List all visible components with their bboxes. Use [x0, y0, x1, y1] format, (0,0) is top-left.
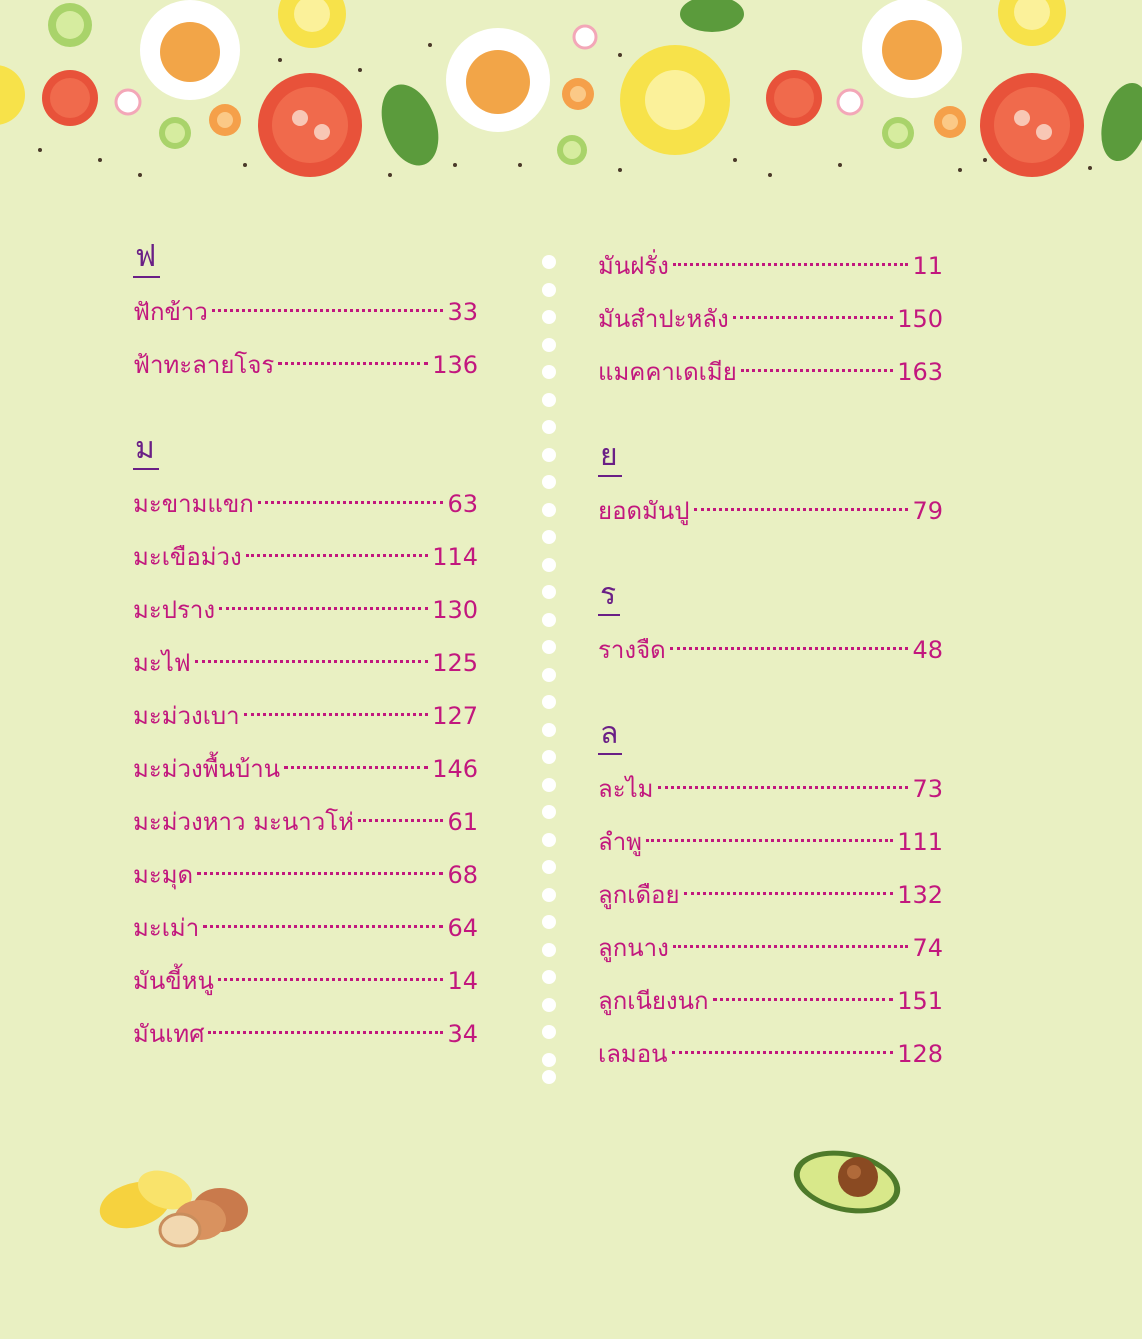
- dot-leader: [694, 508, 909, 511]
- dot-leader: [218, 978, 444, 981]
- index-entry[interactable]: [598, 346, 943, 399]
- dot-leader: [195, 660, 428, 663]
- entry-page: 61: [447, 808, 478, 836]
- index-entry[interactable]: [598, 485, 943, 538]
- index-entry[interactable]: [133, 743, 478, 796]
- entry-page: 114: [432, 543, 478, 571]
- entry-name: รางจืด: [598, 636, 666, 664]
- entry-page: 11: [912, 252, 943, 280]
- entry-page: 136: [432, 351, 478, 379]
- dot-leader: [219, 607, 428, 610]
- entry-name: ลูกนาง: [598, 934, 669, 962]
- index-entry[interactable]: [598, 922, 943, 975]
- dot-leader: [278, 362, 428, 365]
- tomato-slice-icon: [980, 73, 1084, 177]
- dot-leader: [284, 766, 428, 769]
- dot-leader: [258, 501, 444, 504]
- section-letter: ม: [133, 432, 159, 470]
- dot-leader: [673, 263, 909, 266]
- index-section: [598, 439, 943, 538]
- index-entry[interactable]: [133, 286, 478, 339]
- entry-name: ยอดมันปู: [598, 497, 690, 525]
- entry-name: มะเม่า: [133, 914, 200, 942]
- section-letter: ร: [598, 578, 620, 616]
- carrot-slice-icon: [934, 106, 966, 138]
- index-entry[interactable]: [133, 531, 478, 584]
- yellow-pepper-slice-icon: [620, 45, 730, 155]
- index-section: [598, 717, 943, 1081]
- index-entry[interactable]: [598, 1028, 943, 1081]
- index-entry[interactable]: [133, 478, 478, 531]
- index-section: [133, 240, 478, 392]
- entry-page: 125: [432, 649, 478, 677]
- entry-page: 79: [912, 497, 943, 525]
- index-entry[interactable]: [133, 1008, 478, 1061]
- section-letter: ย: [598, 439, 622, 477]
- index-section: [598, 240, 943, 399]
- column-divider: [539, 255, 559, 1085]
- dot-leader: [208, 1031, 443, 1034]
- dot-leader: [646, 839, 893, 842]
- entry-name: มะม่วงหาว มะนาวโห่: [133, 808, 354, 836]
- index-entry[interactable]: [133, 690, 478, 743]
- dot-leader: [246, 554, 428, 557]
- dot-leader: [670, 647, 909, 650]
- yellow-pepper-slice-icon: [998, 0, 1066, 46]
- index-section: [133, 432, 478, 1061]
- entry-page: 68: [447, 861, 478, 889]
- entry-name: มะม่วงเบา: [133, 702, 240, 730]
- entry-name: มันสำปะหลัง: [598, 305, 729, 333]
- dot-leader: [358, 819, 444, 822]
- entry-name: มะม่วงพื้นบ้าน: [133, 755, 281, 783]
- index-entry[interactable]: [598, 816, 943, 869]
- dot-leader: [673, 945, 909, 948]
- egg-slice-icon: [140, 0, 240, 100]
- entry-page: 111: [897, 828, 943, 856]
- entry-name: ลูกเนียงนก: [598, 987, 709, 1015]
- avocado-icon: [790, 1145, 905, 1220]
- entry-page: 64: [447, 914, 478, 942]
- entry-page: 74: [912, 934, 943, 962]
- index-entry[interactable]: [598, 869, 943, 922]
- entry-name: มะไฟ: [133, 649, 191, 677]
- index-entry[interactable]: [133, 796, 478, 849]
- dot-leader: [733, 316, 893, 319]
- index-entry[interactable]: [133, 584, 478, 637]
- dot-leader: [741, 369, 893, 372]
- entry-page: 34: [447, 1020, 478, 1048]
- entry-name: ฟ้าทะลายโจร: [133, 351, 275, 379]
- section-letter: ฟ: [133, 240, 160, 278]
- index-entry[interactable]: [133, 339, 478, 392]
- entry-name: ลูกเดือย: [598, 881, 680, 909]
- cucumber-slice-icon: [48, 3, 92, 47]
- cucumber-slice-icon: [557, 135, 587, 165]
- entry-page: 146: [432, 755, 478, 783]
- carrot-slice-icon: [209, 104, 241, 136]
- potato-chips-icon: [95, 1160, 255, 1255]
- index-column-right: [598, 240, 943, 1121]
- index-entry[interactable]: [133, 955, 478, 1008]
- section-letter: ล: [598, 717, 622, 755]
- index-entry[interactable]: [598, 975, 943, 1028]
- entry-page: 150: [897, 305, 943, 333]
- entry-name: ลำพู: [598, 828, 643, 856]
- index-column-left: [133, 240, 478, 1101]
- entry-name: มันฝรั่ง: [598, 252, 669, 280]
- entry-page: 128: [897, 1040, 943, 1068]
- entry-page: 73: [912, 775, 943, 803]
- index-entry[interactable]: [133, 902, 478, 955]
- dot-leader: [197, 872, 443, 875]
- vegetable-banner: [0, 0, 1142, 190]
- entry-page: 151: [897, 987, 943, 1015]
- index-entry[interactable]: [598, 240, 943, 293]
- dot-leader: [672, 1051, 894, 1054]
- entry-page: 63: [447, 490, 478, 518]
- entry-name: แมคคาเดเมีย: [598, 358, 737, 386]
- dot-leader: [212, 309, 444, 312]
- entry-page: 127: [432, 702, 478, 730]
- dot-leader: [684, 892, 894, 895]
- cucumber-slice-icon: [159, 117, 191, 149]
- dot-leader: [658, 786, 909, 789]
- dot-leader: [713, 998, 894, 1001]
- entry-page: 14: [447, 967, 478, 995]
- entry-name: ละไม: [598, 775, 654, 803]
- entry-page: 130: [432, 596, 478, 624]
- entry-name: ฟักข้าว: [133, 298, 208, 326]
- entry-page: 163: [897, 358, 943, 386]
- entry-name: มะเขือม่วง: [133, 543, 242, 571]
- index-entry[interactable]: [598, 293, 943, 346]
- egg-slice-icon: [446, 28, 550, 132]
- tomato-slice-icon: [42, 70, 98, 126]
- cucumber-slice-icon: [882, 117, 914, 149]
- tomato-slice-icon: [766, 70, 822, 126]
- entry-name: มันขี้หนู: [133, 967, 214, 995]
- carrot-slice-icon: [562, 78, 594, 110]
- index-section: [598, 578, 943, 677]
- index-entry[interactable]: [598, 763, 943, 816]
- entry-page: 132: [897, 881, 943, 909]
- entry-name: มะปราง: [133, 596, 216, 624]
- dot-leader: [244, 713, 429, 716]
- entry-name: เลมอน: [598, 1040, 668, 1068]
- entry-name: มะขามแขก: [133, 490, 254, 518]
- tomato-slice-icon: [258, 73, 362, 177]
- entry-page: 33: [447, 298, 478, 326]
- index-entry[interactable]: [133, 849, 478, 902]
- entry-name: มันเทศ: [133, 1020, 205, 1048]
- entry-page: 48: [912, 636, 943, 664]
- yellow-pepper-slice-icon: [278, 0, 346, 48]
- index-entry[interactable]: [598, 624, 943, 677]
- index-entry[interactable]: [133, 637, 478, 690]
- yellow-pepper-slice-icon: [0, 65, 25, 125]
- entry-name: มะมุด: [133, 861, 194, 889]
- egg-slice-icon: [862, 0, 962, 98]
- dot-leader: [203, 925, 443, 928]
